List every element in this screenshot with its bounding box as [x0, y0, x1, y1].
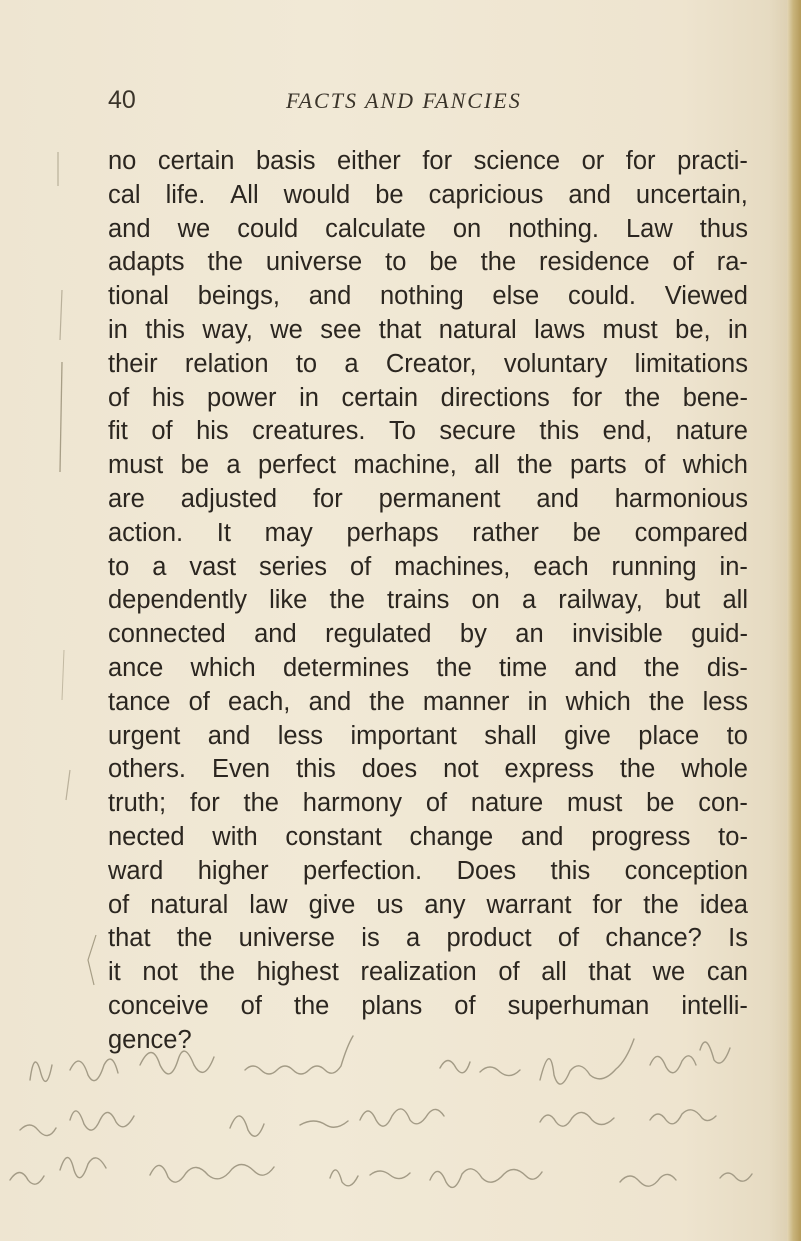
- text-line: cal life. All would be capricious and uncertain,: [108, 180, 748, 209]
- text-line: are adjusted for permanent and harmonious: [108, 484, 748, 513]
- text-line: fit of his creatures. To secure this end, nature: [108, 417, 748, 446]
- text-line: conceive of the plans of superhuman intelli-: [108, 991, 748, 1020]
- text-line: that the universe is a product of chance? Is: [108, 924, 748, 953]
- body-paragraph: [108, 145, 748, 1058]
- text-line: of his power in certain directions for the bene-: [108, 383, 748, 412]
- text-line: must be a perfect machine, all the parts of which: [108, 451, 748, 480]
- text-line: others. Even this does not express the whole: [108, 755, 748, 784]
- text-line: gence?: [108, 1025, 192, 1054]
- text-line: adapts the universe to be the residence of ra-: [108, 248, 748, 277]
- text-line: nected with constant change and progress to-: [108, 822, 748, 851]
- text-line: in this way, we see that natural laws must be, in: [108, 315, 748, 344]
- running-header: [108, 86, 748, 126]
- running-title: FACTS AND FANCIES: [286, 88, 522, 113]
- text-line: ward higher perfection. Does this conception: [108, 856, 748, 885]
- text-line: their relation to a Creator, voluntary limitations: [108, 349, 748, 378]
- text-line: it not the highest realization of all that we can: [108, 958, 748, 987]
- text-line: truth; for the harmony of nature must be con-: [108, 789, 748, 818]
- text-line: dependently like the trains on a railway, but all: [108, 586, 748, 615]
- text-line: ance which determines the time and the dis-: [108, 653, 748, 682]
- text-line: of natural law give us any warrant for the idea: [108, 890, 748, 919]
- margin-pencil-marks: [0, 0, 120, 1100]
- text-line: and we could calculate on nothing. Law thus: [108, 214, 748, 243]
- text-line: connected and regulated by an invisible guid-: [108, 620, 748, 649]
- page-edge: [787, 0, 801, 1241]
- text-line: tance of each, and the manner in which the less: [108, 687, 748, 716]
- text-line: action. It may perhaps rather be compared: [108, 518, 748, 547]
- page-number: 40: [108, 86, 136, 114]
- text-line: urgent and less important shall give place to: [108, 721, 748, 750]
- text-line: tional beings, and nothing else could. Viewed: [108, 282, 748, 311]
- text-line: to a vast series of machines, each running in-: [108, 552, 748, 581]
- text-line: no certain basis either for science or for practi-: [108, 147, 748, 175]
